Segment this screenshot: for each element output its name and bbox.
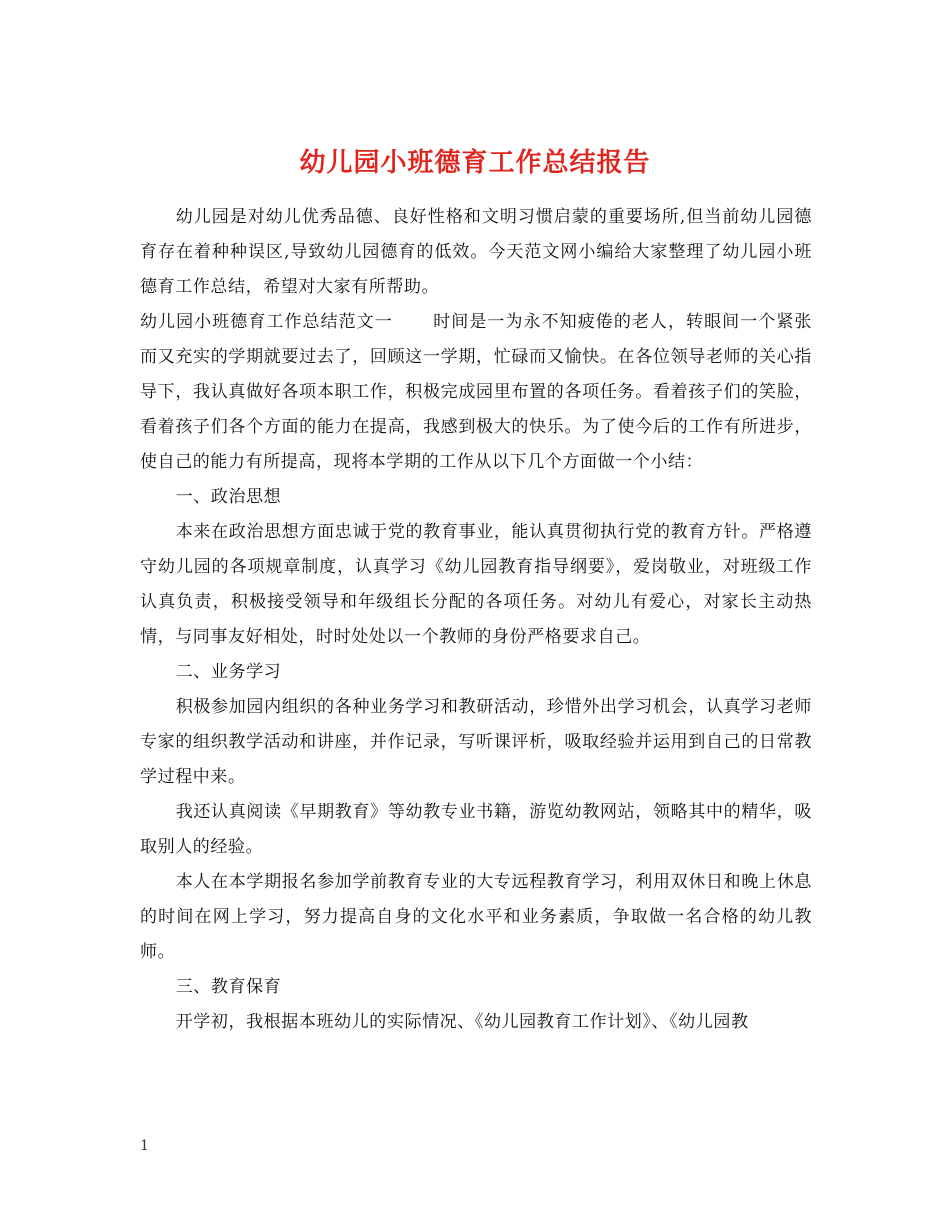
document-body	[140, 200, 812, 1040]
section-heading-education: 三、教育保育	[175, 977, 282, 997]
sample-text: 时间是一为永不知疲倦的老人，转眼间一个紧张而又充实的学期就要过去了，回顾这一学期，忙碌而又愉快。在各位领导老师的关心指导下，我认真做好各项本职工作，积极完成园里布置的各项任务。看着孩子们的笑脸，看着孩子们各个方面的能力在提高，我感到极大的快乐。为了使今后的工作有所进步，使自己的能力有所提高，现将本学期的工作从以下几个方面做一个小结：	[140, 312, 812, 472]
sample-paragraph	[140, 305, 812, 480]
section-heading-politics: 一、政治思想	[175, 487, 282, 507]
study-paragraph-2: 我还认真阅读《早期教育》等幼教专业书籍，游览幼教网站，领略其中的精华，吸取别人的经验。	[140, 802, 812, 857]
study-paragraph-1: 积极参加园内组织的各种业务学习和教研活动，珍惜外出学习机会，认真学习老师专家的组织教学活动和讲座，并作记录，写听课评析，吸取经验并运用到自己的日常教学过程中来。	[140, 697, 812, 787]
education-paragraph: 开学初，我根据本班幼儿的实际情况、《幼儿园教育工作计划》、《幼儿园教	[175, 1012, 749, 1032]
section-heading-study: 二、业务学习	[175, 662, 282, 682]
page-number: 1	[140, 1138, 149, 1154]
sample-label: 幼儿园小班德育工作总结范文一	[140, 312, 393, 332]
study-paragraph-3: 本人在本学期报名参加学前教育专业的大专远程教育学习，利用双休日和晚上休息的时间在网上学习，努力提高自身的文化水平和业务素质，争取做一名合格的幼儿教师。	[140, 872, 812, 962]
politics-paragraph: 本来在政治思想方面忠诚于党的教育事业，能认真贯彻执行党的教育方针。严格遵守幼儿园的各项规章制度，认真学习《幼儿园教育指导纲要》，爱岗敬业，对班级工作认真负责，积极接受领导和年级组长分配的各项任务。对幼儿有爱心，对家长主动热情，与同事友好相处，时时处处以一个教师的身份严格要求自己。	[140, 522, 812, 647]
document-title: 幼儿园小班德育工作总结报告	[299, 148, 651, 179]
intro-paragraph: 幼儿园是对幼儿优秀品德、良好性格和文明习惯启蒙的重要场所,但当前幼儿园德育存在着种种误区,导致幼儿园德育的低效。今天范文网小编给大家整理了幼儿园小班德育工作总结，希望对大家有所帮助。	[140, 207, 812, 297]
